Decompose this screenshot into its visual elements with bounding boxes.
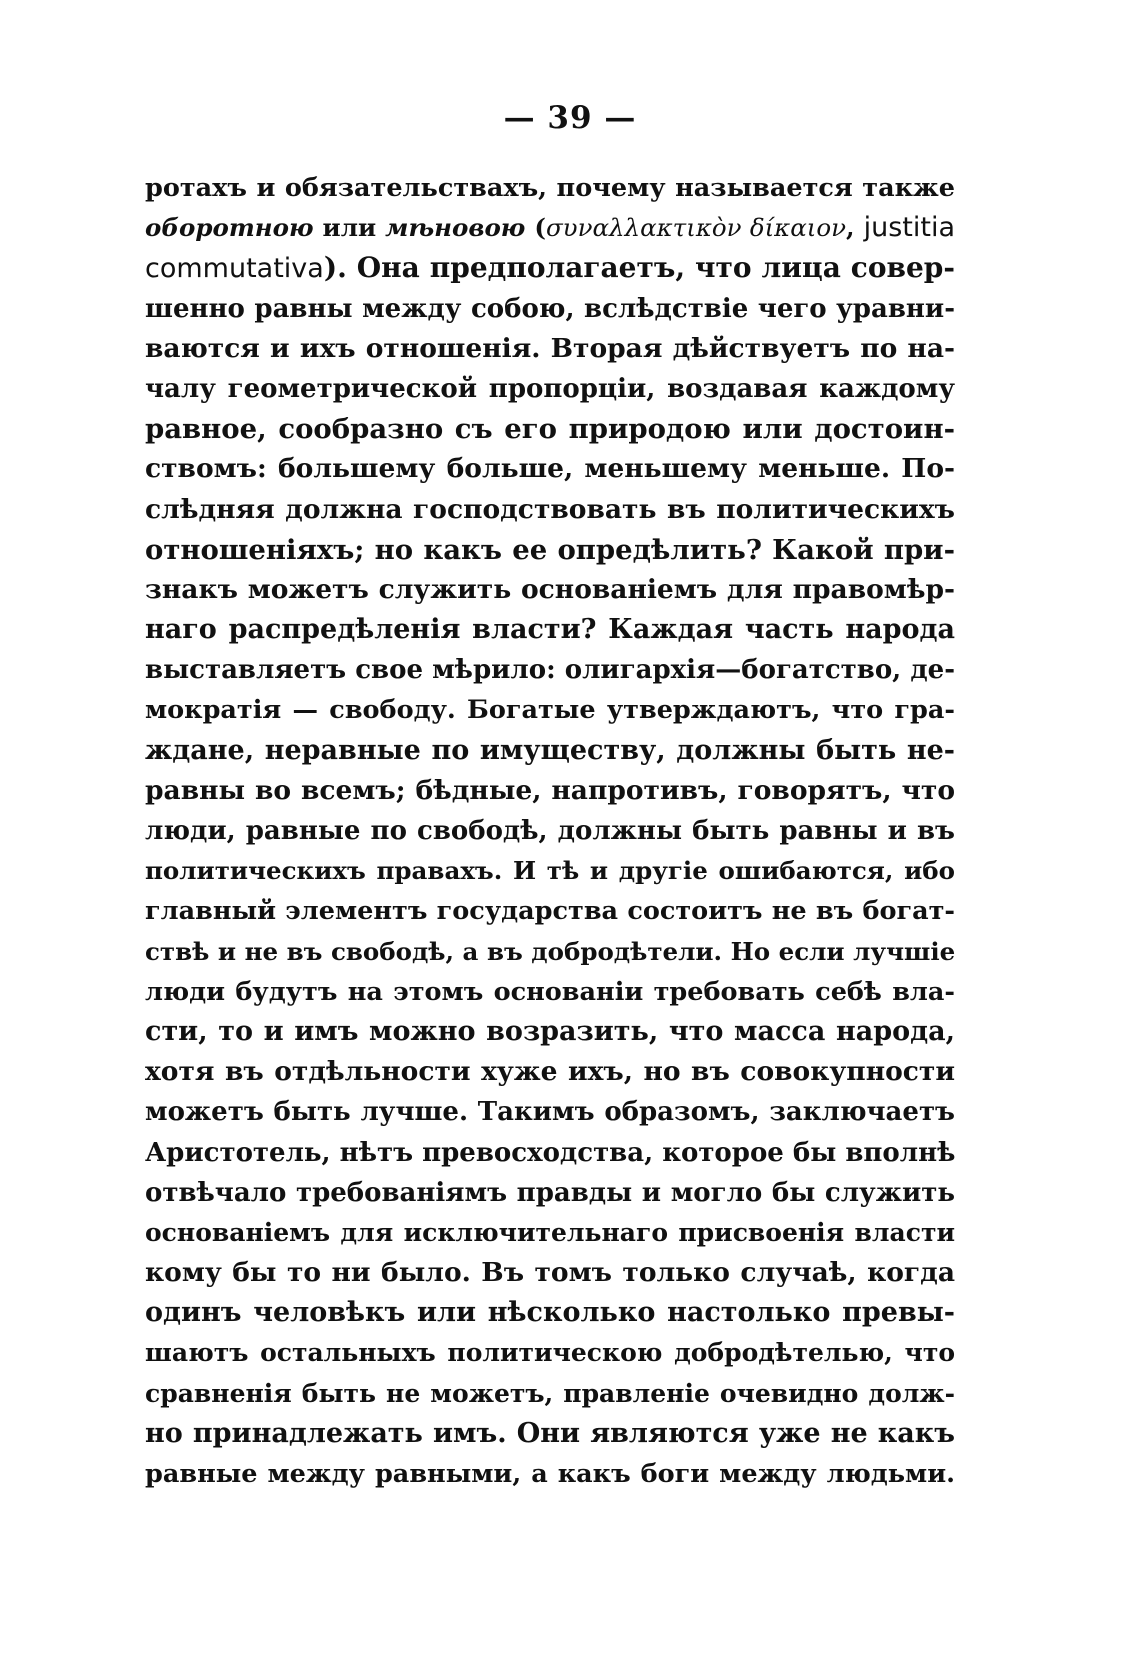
text-segment: люди будутъ на этомъ основаніи требовать себѣ вла- bbox=[145, 976, 955, 1007]
text-line bbox=[145, 1293, 955, 1333]
text-line bbox=[145, 449, 955, 489]
text-segment: кому бы то ни было. Въ томъ только случаѣ, когда bbox=[145, 1257, 955, 1289]
text-segment: сти, то и имъ можно возразить, что масса народа, bbox=[145, 1015, 955, 1047]
text-line bbox=[145, 1253, 955, 1293]
text-line bbox=[145, 650, 955, 690]
text-line bbox=[145, 811, 955, 851]
text-segment: мократія — свободу. Богатые утверждаютъ, что гра- bbox=[145, 695, 955, 726]
text-segment: отношеніяхъ; но какъ ее опредѣлить? Какой при- bbox=[145, 533, 955, 566]
text-segment: знакъ можетъ служить основаніемъ для правомѣр- bbox=[145, 573, 955, 605]
text-segment: , bbox=[846, 213, 864, 243]
text-segment: люди, равные по свободѣ, должны быть равны и въ bbox=[145, 816, 955, 846]
text-line bbox=[145, 369, 955, 409]
text-line bbox=[145, 1333, 955, 1373]
text-line bbox=[145, 1213, 955, 1253]
body-text bbox=[145, 168, 955, 1494]
text-line bbox=[145, 1414, 955, 1454]
text-segment: ждане, неравные по имуществу, должны быть не- bbox=[145, 734, 955, 766]
text-line bbox=[145, 1092, 955, 1132]
text-segment: ротахъ и обязательствахъ, почему называется также bbox=[145, 173, 955, 203]
text-segment: шенно равны между собою, вслѣдствіе чего уравни- bbox=[145, 293, 955, 324]
text-segment: отвѣчало требованіямъ правды и могло бы служить bbox=[145, 1177, 955, 1208]
text-segment: сравненія быть не можетъ, правленіе очевидно долж- bbox=[145, 1378, 955, 1408]
text-segment-latin: commutativa bbox=[145, 253, 324, 285]
text-line bbox=[145, 168, 955, 208]
text-segment: шаютъ остальныхъ политическою добродѣтелью, что bbox=[145, 1338, 955, 1368]
text-segment: главный элементъ государства состоитъ не въ богат- bbox=[145, 896, 955, 927]
text-line bbox=[145, 1133, 955, 1173]
text-segment: политическихъ правахъ. И тѣ и другіе ошибаются, ибо bbox=[145, 856, 955, 886]
text-segment-it: мѣновою bbox=[385, 213, 526, 243]
text-line bbox=[145, 610, 955, 650]
text-segment: чалу геометрической пропорціи, воздавая каждому bbox=[145, 373, 955, 404]
text-line bbox=[145, 1454, 955, 1494]
text-line bbox=[145, 771, 955, 811]
page-number: — 39 — bbox=[503, 100, 637, 136]
text-line bbox=[145, 932, 955, 972]
text-segment: основаніемъ для исключительнаго присвоенія власти bbox=[145, 1217, 955, 1247]
text-line bbox=[145, 289, 955, 329]
text-line bbox=[145, 1374, 955, 1414]
text-segment: одинъ человѣкъ или нѣсколько настолько превы- bbox=[145, 1297, 955, 1329]
text-line bbox=[145, 248, 955, 288]
text-line bbox=[145, 1173, 955, 1213]
text-segment: можетъ быть лучше. Такимъ образомъ, заключаетъ bbox=[145, 1097, 955, 1128]
text-segment-it: оборотною bbox=[145, 213, 314, 243]
text-line bbox=[145, 851, 955, 891]
text-segment: хотя въ отдѣльности хуже ихъ, но въ совокупности bbox=[145, 1056, 955, 1088]
text-line bbox=[145, 208, 955, 248]
text-segment: ваются и ихъ отношенія. Вторая дѣйствуетъ по на- bbox=[145, 332, 955, 364]
text-segment: ). Она предполагаетъ, что лица совер- bbox=[323, 251, 955, 285]
text-segment: ( bbox=[525, 213, 546, 243]
text-segment: слѣдняя должна господствовать въ политическихъ bbox=[145, 493, 955, 525]
text-line bbox=[145, 1052, 955, 1092]
text-line bbox=[145, 1012, 955, 1052]
text-segment: равное, сообразно съ его природою или достоин- bbox=[145, 413, 955, 446]
text-segment: равные между равными, а какъ боги между людьми. bbox=[145, 1459, 955, 1489]
text-line bbox=[145, 570, 955, 610]
text-line bbox=[145, 490, 955, 530]
text-line bbox=[145, 731, 955, 771]
text-segment-greek: συναλλακτικὸν δίκαιον bbox=[545, 213, 847, 243]
text-segment-latin: justitia bbox=[863, 212, 955, 244]
text-line bbox=[145, 891, 955, 931]
text-line bbox=[145, 530, 955, 570]
text-segment: но принадлежать имъ. Они являются уже не какъ bbox=[145, 1417, 955, 1449]
text-segment: выставляетъ свое мѣрило: олигархія—богатство, де- bbox=[145, 655, 955, 686]
text-segment: Аристотель, нѣтъ превосходства, которое бы вполнѣ bbox=[145, 1137, 956, 1168]
text-segment: ствѣ и не въ свободѣ, а въ добродѣтели. Но если лучшіе bbox=[145, 936, 956, 966]
text-line bbox=[145, 409, 955, 449]
text-segment: наго распредѣленія власти? Каждая часть народа bbox=[145, 614, 955, 646]
text-line bbox=[145, 329, 955, 369]
text-segment: равны во всемъ; бѣдные, напротивъ, говорятъ, что bbox=[145, 774, 955, 806]
text-line bbox=[145, 972, 955, 1012]
text-line bbox=[145, 690, 955, 730]
text-segment: ствомъ: большему больше, меньшему меньше. По- bbox=[145, 453, 955, 485]
text-segment: или bbox=[313, 213, 386, 243]
